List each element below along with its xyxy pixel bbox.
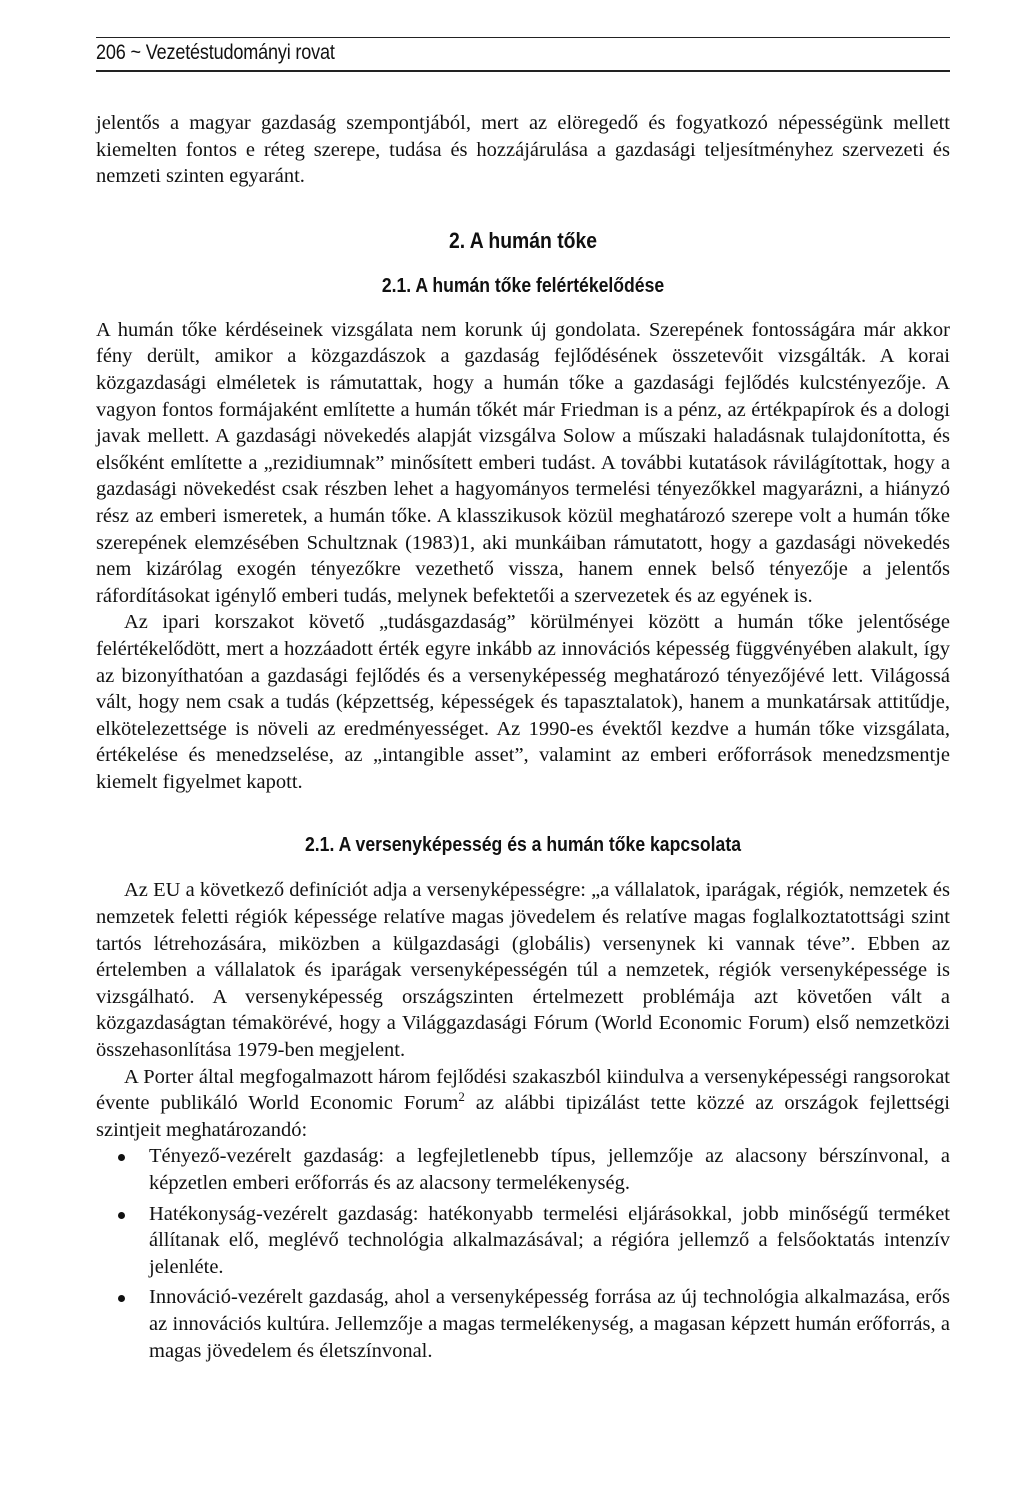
page-number: 206 bbox=[96, 41, 126, 64]
section-heading-human-capital: 2. A humán tőke bbox=[448, 227, 598, 253]
list-item bbox=[96, 1284, 950, 1364]
intro-paragraph: jelentős a magyar gazdaság szempontjából, mert az elöregedő és fogyatkozó népességünk mellett kiemelten fontos e réteg szerepe, tudása és hozzájárulása a gazdasági teljesítményhez szervezeti és nemzeti szinten egyaránt. bbox=[96, 112, 950, 188]
bullet-icon bbox=[118, 1212, 125, 1219]
page-body bbox=[96, 110, 950, 1368]
porter-text-before: A Porter által megfogalmazott három fejlődési szakaszból kiindulva a versenyképességi rangsorokat évente publikáló World Economic Forum bbox=[96, 1065, 950, 1115]
body-paragraph: Az EU a következő definíciót adja a versenyképességre: „a vállalatok, iparágak, régiók, nemzetek és nemzetek feletti régiók képessége relatíve magas jövedelem és relatíve magas foglalkoztatottsági szint tartós létrehozására, miközben a külgazdasági (globális) versenynek ki vannak téve”. Ebben az értelemben a vállalatok és iparágak versenyképességén túl a nemzetek, régiók versenyképessége is vizsgálható. A versenyképesség országszinten értelmezett problémája azt követően vált a közgazdaságtan témakörévé, hogy a Világgazdasági Fórum (World Economic Forum) első nemzetközi összehasonlítása 1979-ben megjelent. bbox=[96, 879, 950, 1062]
bullet-icon bbox=[118, 1295, 125, 1302]
economy-type-list bbox=[96, 1143, 950, 1364]
header-top-rule bbox=[96, 37, 950, 38]
footnote-marker: 2 bbox=[458, 1089, 465, 1105]
bullet-icon bbox=[118, 1154, 125, 1161]
header-bottom-rule bbox=[96, 70, 950, 72]
porter-paragraph bbox=[96, 1064, 950, 1144]
running-header bbox=[96, 40, 830, 66]
body-paragraph: A humán tőke kérdéseinek vizsgálata nem korunk új gondolata. Szerepének fontosságára már akkor fény derült, amikor a közgazdászok a gazdaság fejlődésének összetevőit vizsgálták. A korai közgazdasági elméletek is rámutattak, hogy a humán tőke a gazdasági fejlődés kulcstényezője. A vagyon fontos formájaként említette a humán tőkét már Friedman is a pénz, az értékpapírok és a dologi javak mellett. A gazdasági növekedés alapját vizsgálva Solow a műszaki haladásnak tulajdonította, és elsőként említette a „rezidiumnak” minősített emberi tudást. A további kutatások rávilágítottak, hogy a gazdasági növekedést csak részben lehet a hagyományos termelési tényezőkkel magyarázni, a hiányzó rész az emberi ismeretek, a humán tőke. A klasszikusok közül meghatározó szerepe volt a humán tőke szerepének elemzésében Schultznak (1983)1, aki munkáiban rámutatott, hogy a gazdasági növekedés nem kizárólag exogén tényezőkre vezethető vissza, hanem ennek belső tényezője a jelentős ráfordításokat igénylő emberi tudás, melynek befektetői a szervezetek és az egyének is. bbox=[96, 318, 950, 607]
body-paragraph: Az ipari korszakot követő „tudásgazdaság” körülményei között a humán tőke jelentősége felértékelődött, mert a hozzáadott érték egyre inkább az innovációs képesség függvényében alakult, így az bizonyíthatóan a gazdasági fejlődés és a versenyképesség meghatározó tényezőjévé lett. Világossá vált, hogy nem csak a tudás (képzettség, képességek és tapasztalatok), hanem a munkatársak attitűdje, elkötelezettsége is növeli az eredményességet. Az 1990-es évektől kezdve a humán tőke vizsgálata, értékelése és menedzselése, az „intangible asset”, valamint az emberi erőforrások menedzsmentje kiemelt figyelmet kapott. bbox=[96, 611, 950, 793]
porter-text-after: az alábbi tipizálást tette közzé az országok fejlettségi szintjeit meghatározandó: bbox=[96, 1092, 950, 1141]
running-title: Vezetéstudományi rovat bbox=[145, 41, 335, 64]
list-item bbox=[96, 1143, 950, 1196]
list-item bbox=[96, 1201, 950, 1281]
subsection-heading-competitiveness: 2.1. A versenyképesség és a humán tőke kapcsolata bbox=[304, 834, 741, 857]
header-separator: ~ bbox=[130, 41, 141, 64]
list-item-text: Innováció-vezérelt gazdaság, ahol a versenyképesség forrása az új technológia alkalmazása, erős az innovációs kultúra. Jellemzője a magas termelékenység, a magasan képzett humán erőforrás, a magas jövedelem és életszínvonal. bbox=[149, 1286, 950, 1362]
list-item-text: Tényező-vezérelt gazdaság: a legfejletlenebb típus, jellemzője az alacsony bérszínvonal, a képzetlen emberi erőforrás és az alacsony termelékenység. bbox=[149, 1145, 950, 1194]
list-item-text: Hatékonyság-vezérelt gazdaság: hatékonyabb termelési eljárásokkal, jobb minőségű terméket állítanak elő, meglévő technológia alkalmazásával; a régióra jellemző a felsőoktatás intenzív jelenléte. bbox=[149, 1202, 950, 1278]
subsection-heading-appreciation: 2.1. A humán tőke felértékelődése bbox=[381, 274, 665, 297]
